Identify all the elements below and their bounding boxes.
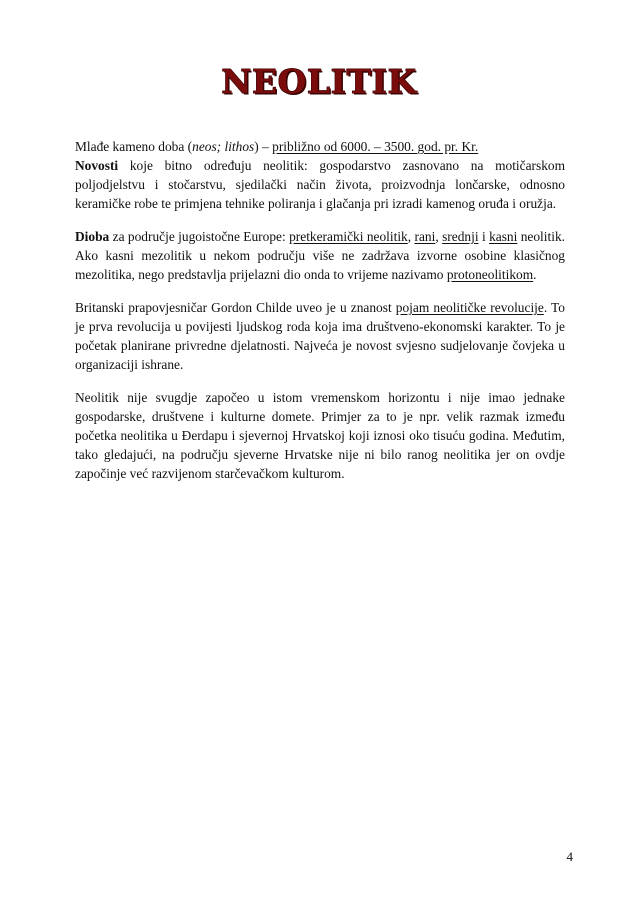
term-early: rani — [414, 229, 436, 244]
greek-terms: neos; lithos — [192, 139, 255, 154]
paragraph-novelties — [75, 156, 565, 213]
term-protoneolithic: protoneolitikom — [446, 267, 534, 282]
text-span: ) – — [254, 139, 273, 154]
text-span: neolitik. Ako kasni mezolitik u nekom području više ne zadržava izvorne osobine klasičnog mezolitika, nego predstavlja prijelazni dio onda to vrijeme nazivamo — [75, 229, 565, 282]
paragraph-chronology — [75, 388, 565, 483]
bold-term: Dioba — [75, 229, 110, 244]
text-span: koje bitno određuju neolitik: gospodarstvo zasnovano na motičarskom poljodjelstvu i stočarstvu, sjedilački način života, proizvodnja lončarske, odnosno keramičke robe te primjena tehnike poliranja i glačanja pri izradi kamenog oruđa i oružja. — [75, 158, 565, 211]
paragraph-definition — [75, 137, 565, 156]
text-span: Britanski prapovjesničar Gordon Childe uveo je u znanost — [75, 300, 396, 315]
text-span: Neolitik nije svugdje započeo u istom vremenskom horizontu i nije imao jednake gospodarske, društvene i kulturne domete. Primjer za to je npr. velik razmak između početka neolitika u Đerdapu i sjevernoj Hrvatskoj koji iznosi oko tisuću godina. Međutim, tako gledajući, na području sjeverne Hrvatske nije ni bilo ranog neolitika jer on ovdje započinje već razvijenom starčevačkom kulturom. — [75, 390, 565, 481]
page-number: 4 — [566, 849, 573, 864]
date-range: približno od 6000. – 3500. god. pr. Kr. — [272, 139, 479, 154]
text-span: . To je prva revolucija u povijesti ljudskog roda koja ima društveno-ekonomski karakter. To je početak planirane privredne djelatnosti. Najveća je novost svjesno sudjelovanje čovjeka u organizaciji ishrane. — [75, 300, 565, 372]
document-body — [75, 137, 565, 497]
term-middle: srednji — [442, 229, 479, 244]
bold-term: Novosti — [75, 158, 119, 173]
page-title: NEOLITIK — [221, 62, 417, 101]
term-pre-pottery-neolithic: pretkeramički neolitik — [289, 229, 408, 244]
text-span: Mlađe kameno doba ( — [75, 139, 193, 154]
paragraph-division — [75, 227, 565, 284]
text-span: . — [533, 267, 537, 282]
text-span: i — [478, 229, 490, 244]
text-span: , — [435, 229, 443, 244]
text-span: , — [407, 229, 415, 244]
text-span: za područje jugoistočne Europe: — [109, 229, 290, 244]
paragraph-childe — [75, 298, 565, 374]
term-neolithic-revolution: pojam neolitičke revolucije — [395, 300, 544, 315]
term-late: kasni — [489, 229, 518, 244]
